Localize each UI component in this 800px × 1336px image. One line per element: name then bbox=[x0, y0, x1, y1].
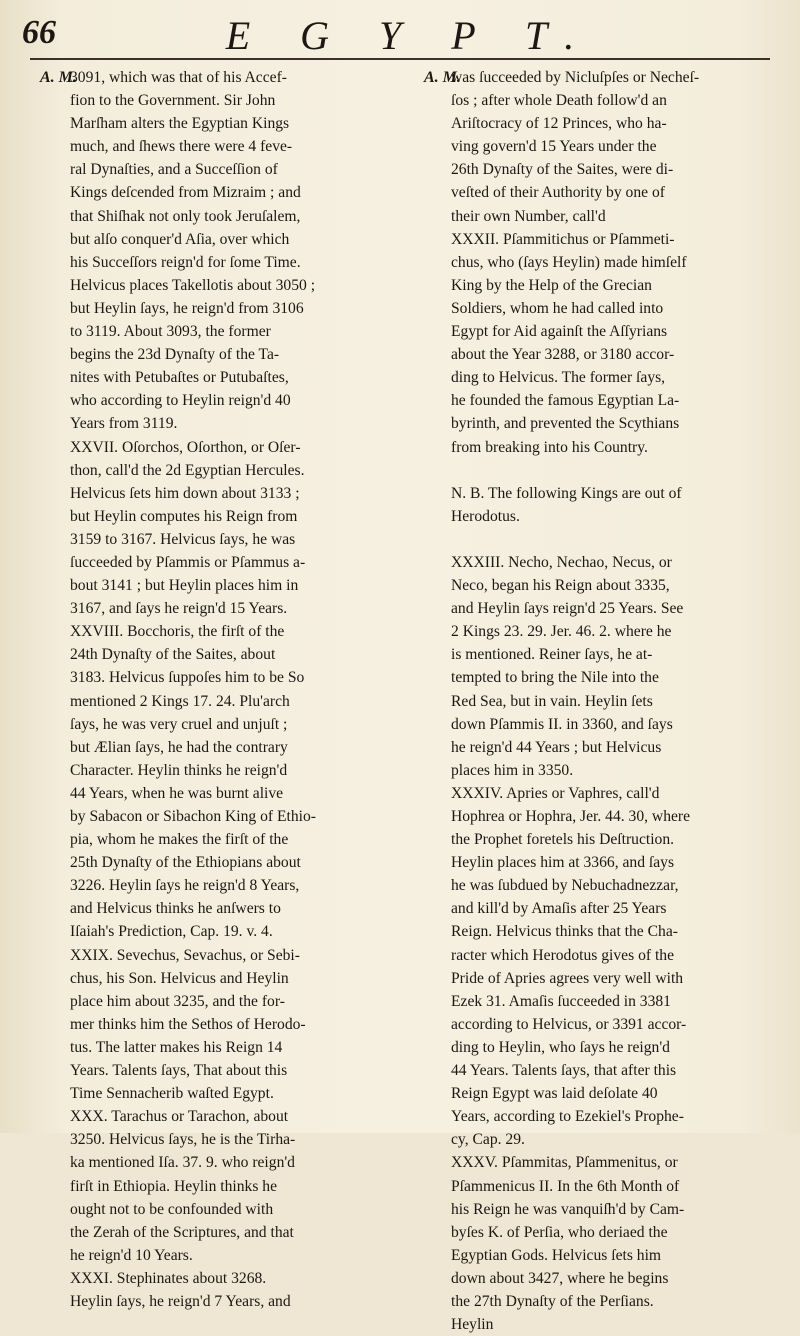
text-line: 44 Years, when he was burnt alive bbox=[70, 784, 284, 802]
text-line: places him in 3350. bbox=[451, 761, 574, 779]
text-line: Heylin places him at 3366, and ſays bbox=[451, 854, 675, 872]
text-line: bout 3141 ; but Heylin places him in bbox=[70, 577, 299, 595]
text-line: down Pſammis II. in 3360, and ſays bbox=[451, 715, 673, 733]
text-line: Ariſtocracy of 12 Princes, who ha- bbox=[451, 115, 667, 133]
text-line: and Helvicus thinks he anſwers to bbox=[70, 900, 281, 918]
text-line: and kill'd by Amaſis after 25 Years bbox=[451, 900, 667, 918]
text-line: is mentioned. Reiner ſays, he at- bbox=[451, 646, 653, 664]
text-line: Herodotus. bbox=[451, 507, 520, 525]
text-line: 44 Years. Talents ſays, that after this bbox=[451, 1062, 677, 1080]
text-line: from breaking into his Country. bbox=[451, 438, 648, 456]
text-line: he reign'd 10 Years. bbox=[70, 1246, 193, 1264]
text-line: 3159 to 3167. Helvicus ſays, he was bbox=[70, 530, 296, 548]
text-line bbox=[451, 528, 785, 551]
text-line: XXVIII. Bocchoris, the firſt of the bbox=[70, 623, 285, 641]
text-line: 2 Kings 23. 29. Jer. 46. 2. where he bbox=[451, 623, 672, 641]
text-line: firſt in Ethiopia. Heylin thinks he bbox=[70, 1177, 278, 1195]
text-line: XXIX. Sevechus, Sevachus, or Sebi- bbox=[70, 946, 300, 964]
text-line: Reign. Helvicus thinks that the Cha- bbox=[451, 923, 678, 941]
running-head: E G Y P T. bbox=[225, 13, 595, 58]
text-line: ding to Helvicus. The former ſays, bbox=[451, 369, 666, 387]
text-line: tus. The latter makes his Reign 14 bbox=[70, 1038, 283, 1056]
text-line: Iſaiah's Prediction, Cap. 19. v. 4. bbox=[70, 923, 273, 941]
text-line: place him about 3235, and the for- bbox=[70, 992, 285, 1010]
text-line: byſes K. of Perſia, who deriaed the bbox=[451, 1223, 668, 1241]
text-line: Red Sea, but in vain. Heylin ſets bbox=[451, 692, 653, 710]
text-line: ought not to be confounded with bbox=[70, 1200, 274, 1218]
text-line: racter which Herodotus gives of the bbox=[451, 946, 675, 964]
text-line: his Reign he was vanquiſh'd by Cam- bbox=[451, 1200, 685, 1218]
right-text-column bbox=[451, 66, 785, 1336]
text-line: but Ælian ſays, he had the contrary bbox=[70, 738, 288, 756]
text-line: 3250. Helvicus ſays, he is the Tirha- bbox=[70, 1131, 296, 1149]
text-line: 3226. Heylin ſays he reign'd 8 Years, bbox=[70, 877, 300, 895]
text-line: but alſo conquer'd Aſia, over which bbox=[70, 230, 290, 248]
header-rule bbox=[30, 58, 770, 60]
text-line: ral Dynaſties, and a Succeſſion of bbox=[70, 161, 278, 179]
text-line: XXXII. Pſammitichus or Pſammeti- bbox=[451, 230, 675, 248]
text-line: Egyptian Gods. Helvicus ſets him bbox=[451, 1246, 662, 1264]
text-line: XXXIII. Necho, Nechao, Necus, or bbox=[451, 553, 672, 571]
text-line: Years from 3119. bbox=[70, 415, 178, 433]
text-line: Heylin ſays, he reign'd 7 Years, and bbox=[70, 1292, 291, 1310]
text-line: by Sabacon or Sibachon King of Ethio- bbox=[70, 808, 316, 825]
text-line: about the Year 3288, or 3180 accor- bbox=[451, 346, 675, 364]
text-line: mentioned 2 Kings 17. 24. Plu'arch bbox=[70, 692, 290, 710]
text-line: Time Sennacherib waſted Egypt. bbox=[70, 1085, 274, 1103]
text-line: XXXIV. Apries or Vaphres, call'd bbox=[451, 784, 660, 802]
text-line: but Heylin computes his Reign from bbox=[70, 507, 298, 525]
text-line: Neco, began his Reign about 3335, bbox=[451, 577, 670, 595]
text-line: begins the 23d Dynaſty of the Ta- bbox=[70, 346, 280, 364]
text-line: Helvicus ſets him down about 3133 ; bbox=[70, 484, 300, 502]
text-line: his Succeſſors reign'd for ſome Time. bbox=[70, 253, 301, 271]
text-line: chus, his Son. Helvicus and Heylin bbox=[70, 969, 289, 987]
text-line: 3091, which was that of his Accef- bbox=[70, 69, 287, 86]
text-line bbox=[451, 459, 785, 482]
text-line: Heylin bbox=[451, 1316, 494, 1334]
text-line: the Prophet foretels his Deſtruction. bbox=[451, 831, 675, 849]
text-line: he founded the famous Egyptian La- bbox=[451, 392, 680, 410]
text-line: Character. Heylin thinks he reign'd bbox=[70, 761, 288, 779]
right-margin-note: A. M. bbox=[424, 69, 461, 86]
text-line: Reign Egypt was laid deſolate 40 bbox=[451, 1085, 658, 1103]
text-line: byrinth, and prevented the Scythians bbox=[451, 415, 680, 433]
text-line: ding to Heylin, who ſays he reign'd bbox=[451, 1038, 670, 1056]
text-line: the 27th Dynaſty of the Perſians. bbox=[451, 1292, 654, 1310]
text-line: mer thinks him the Sethos of Herodo- bbox=[70, 1015, 306, 1033]
left-margin-note: A. M. bbox=[40, 69, 77, 86]
text-line: N. B. The following Kings are out of bbox=[451, 484, 682, 502]
text-line: was ſucceeded by Nicluſpſes or Necheſ- bbox=[451, 69, 700, 86]
text-line: thon, call'd the 2d Egyptian Hercules. bbox=[70, 461, 305, 479]
text-line: and Heylin ſays reign'd 25 Years. See bbox=[451, 600, 684, 618]
text-line: ſays, he was very cruel and unjuſt ; bbox=[70, 715, 288, 733]
text-line: but Heylin ſays, he reign'd from 3106 bbox=[70, 299, 304, 317]
text-line: Egypt for Aid againſt the Aſſyrians bbox=[451, 323, 668, 341]
text-line: that Shiſhak not only took Jeruſalem, bbox=[70, 207, 301, 225]
text-line: according to Helvicus, or 3391 accor- bbox=[451, 1015, 687, 1033]
text-line: ving govern'd 15 Years under the bbox=[451, 138, 657, 156]
text-line: 26th Dynaſty of the Saites, were di- bbox=[451, 161, 674, 179]
text-line: Soldiers, whom he had called into bbox=[451, 299, 664, 317]
text-line: ſos ; after whole Death follow'd an bbox=[451, 92, 667, 110]
text-line: Pride of Apries agrees very well with bbox=[451, 969, 684, 987]
text-line: Kings deſcended from Mizraim ; and bbox=[70, 184, 301, 202]
page-number: 66 bbox=[22, 14, 56, 51]
text-line: XXXV. Pſammitas, Pſammenitus, or bbox=[451, 1154, 678, 1172]
text-line: Hophrea or Hophra, Jer. 44. 30, where bbox=[451, 808, 691, 825]
text-line: he reign'd 44 Years ; but Helvicus bbox=[451, 738, 662, 756]
text-line: 3183. Helvicus ſuppoſes him to be So bbox=[70, 669, 305, 687]
text-line: he was ſubdued by Nebuchadnezzar, bbox=[451, 877, 679, 895]
text-line: Ezek 31. Amaſis ſucceeded in 3381 bbox=[451, 992, 671, 1010]
text-line: 24th Dynaſty of the Saites, about bbox=[70, 646, 276, 664]
text-line: veſted of their Authority by one of bbox=[451, 184, 665, 202]
text-line: to 3119. About 3093, the former bbox=[70, 323, 271, 341]
text-line: Years. Talents ſays, That about this bbox=[70, 1062, 288, 1080]
text-line: nites with Petubaſtes or Putubaſtes, bbox=[70, 369, 289, 387]
text-line: the Zerah of the Scriptures, and that bbox=[70, 1223, 294, 1241]
left-text-column bbox=[70, 66, 404, 1313]
text-line: Pſammenicus II. In the 6th Month of bbox=[451, 1177, 680, 1195]
text-line: XXXI. Stephinates about 3268. bbox=[70, 1269, 267, 1287]
text-line: XXVII. Oſorchos, Oſorthon, or Oſer- bbox=[70, 438, 301, 456]
text-line: pia, whom he makes the firſt of the bbox=[70, 831, 289, 849]
text-line: tempted to bring the Nile into the bbox=[451, 669, 659, 687]
text-line: XXX. Tarachus or Tarachon, about bbox=[70, 1108, 289, 1126]
text-line: Years, according to Ezekiel's Prophe- bbox=[451, 1108, 684, 1126]
text-line: Helvicus places Takellotis about 3050 ; bbox=[70, 276, 316, 294]
text-line: Marſham alters the Egyptian Kings bbox=[70, 115, 290, 133]
text-line: ka mentioned Iſa. 37. 9. who reign'd bbox=[70, 1154, 295, 1172]
text-line: chus, who (ſays Heylin) made himſelf bbox=[451, 253, 687, 271]
text-line: 3167, and ſays he reign'd 15 Years. bbox=[70, 600, 288, 618]
text-line: down about 3427, where he begins bbox=[451, 1269, 669, 1287]
text-line: fion to the Government. Sir John bbox=[70, 92, 276, 110]
text-line: much, and ſhews there were 4 feve- bbox=[70, 138, 293, 156]
text-line: who according to Heylin reign'd 40 bbox=[70, 392, 291, 410]
text-line: cy, Cap. 29. bbox=[451, 1131, 525, 1149]
text-line: their own Number, call'd bbox=[451, 207, 606, 225]
text-line: King by the Help of the Grecian bbox=[451, 276, 652, 294]
text-line: ſucceeded by Pſammis or Pſammus a- bbox=[70, 553, 306, 571]
text-line: 25th Dynaſty of the Ethiopians about bbox=[70, 854, 301, 872]
